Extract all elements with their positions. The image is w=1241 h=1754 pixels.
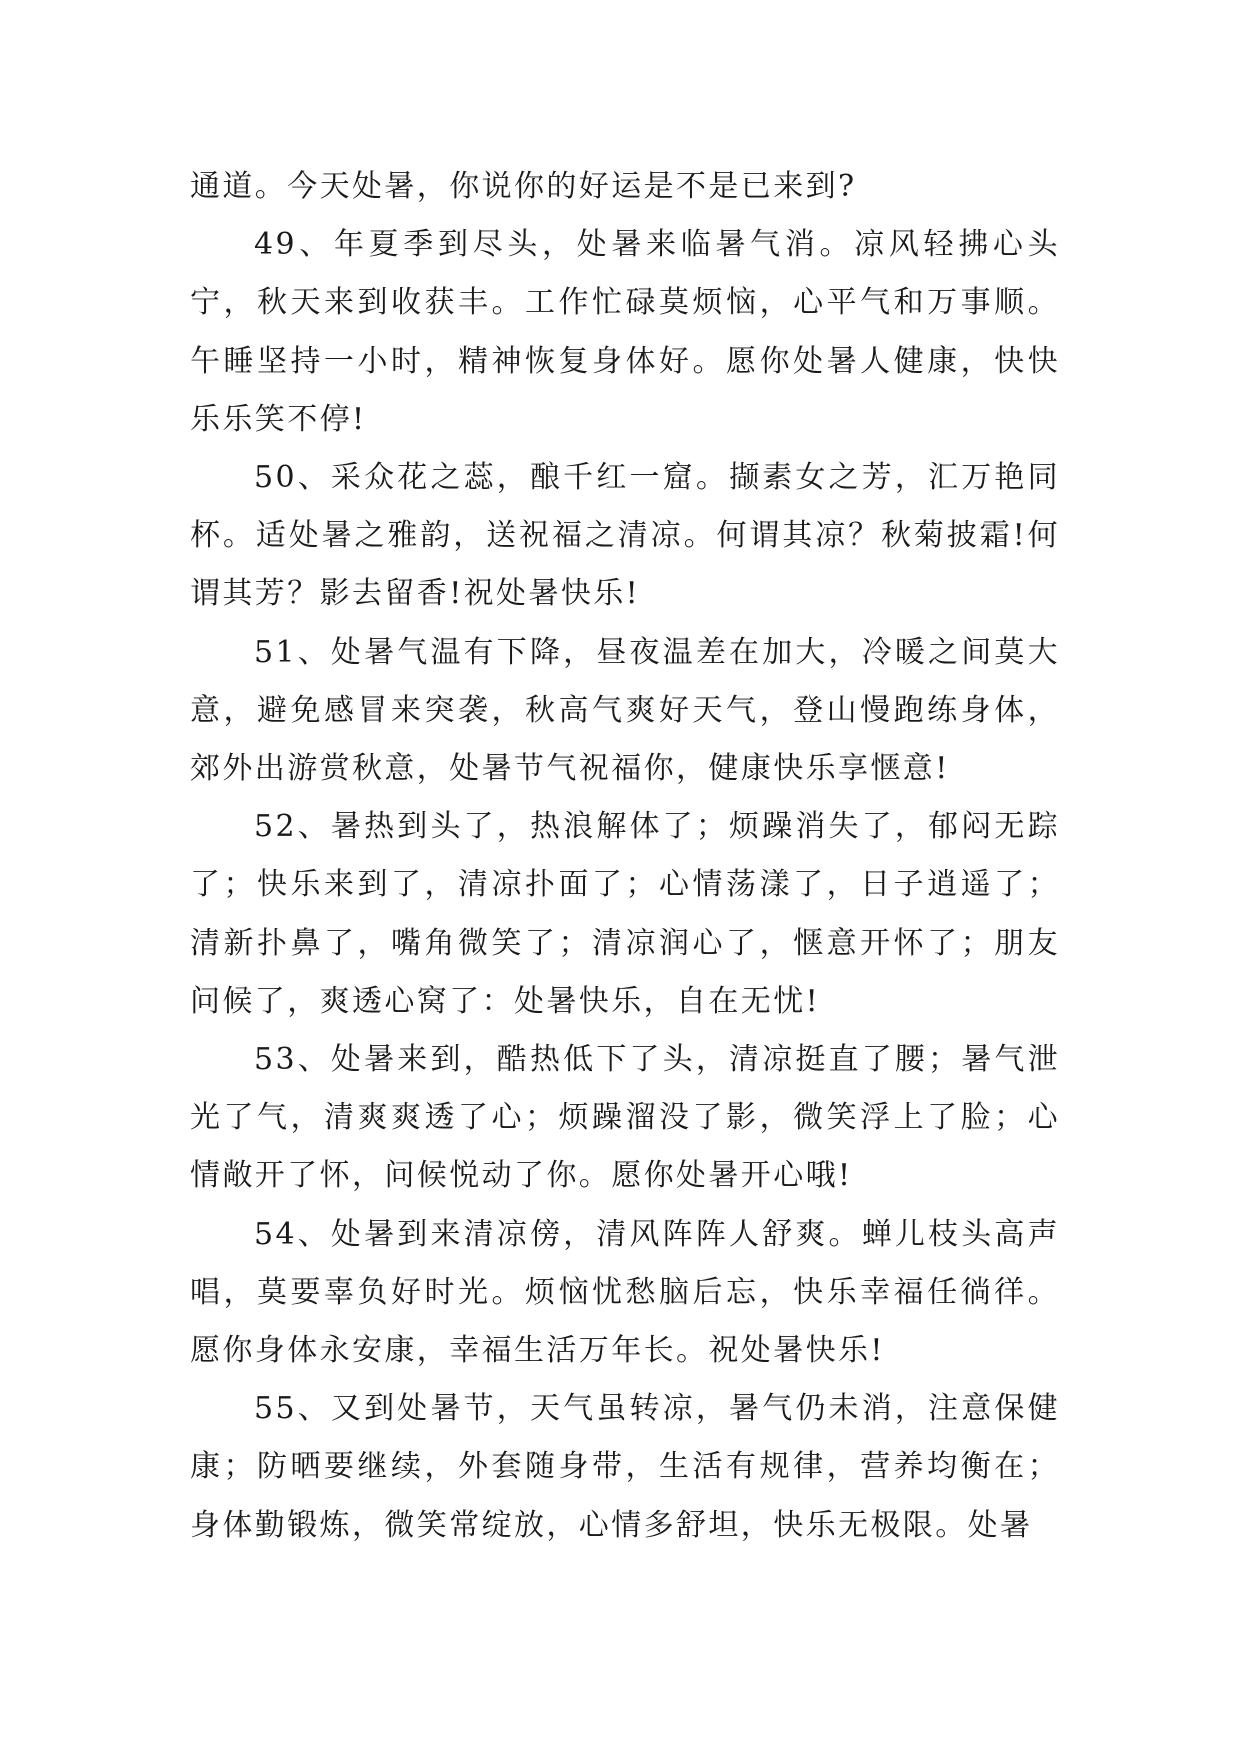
- body-text: [190, 158, 1060, 1555]
- paragraph-continuation: 通道。今天处暑，你说你的好运是不是已来到?: [190, 169, 857, 204]
- paragraph-55: 55、又到处暑节，天气虽转凉，暑气仍未消，注意保健康；防晒要继续，外套随身带，生活有规律，营养均衡在；身体勤锻炼，微笑常绽放，心情多舒坦，快乐无极限。处暑: [190, 1391, 1060, 1543]
- paragraph-51: 51、处暑气温有下降，昼夜温差在加大，冷暖之间莫大意，避免感冒来突袭，秋高气爽好天气，登山慢跑练身体，郊外出游赏秋意，处暑节气祝福你，健康快乐享惬意!: [190, 634, 1060, 787]
- paragraph-53: 53、处暑来到，酷热低下了头，清凉挺直了腰；暑气泄光了气，清爽爽透了心；烦躁溜没了影，微笑浮上了脸；心情敞开了怀，问候悦动了你。愿你处暑开心哦!: [190, 1042, 1060, 1194]
- paragraph-52: 52、暑热到头了，热浪解体了；烦躁消失了，郁闷无踪了；快乐来到了，清凉扑面了；心情荡漾了，日子逍遥了；清新扑鼻了，嘴角微笑了；清凉润心了，惬意开怀了；朋友问候了，爽透心窝了：处暑快乐，自在无忧!: [190, 809, 1060, 1019]
- paragraph-50: 50、采众花之蕊，酿千红一窟。撷素女之芳，汇万艳同杯。适处暑之雅韵，送祝福之清凉。何谓其凉？秋菊披霜!何谓其芳？影去留香!祝处暑快乐!: [190, 460, 1060, 612]
- paragraph-54: 54、处暑到来清凉傍，清风阵阵人舒爽。蝉儿枝头高声唱，莫要辜负好时光。烦恼忧愁脑后忘，快乐幸福任徜徉。愿你身体永安康，幸福生活万年长。祝处暑快乐!: [190, 1216, 1060, 1369]
- paragraph-49: 49、年夏季到尽头，处暑来临暑气消。凉风轻拂心头宁，秋天来到收获丰。工作忙碌莫烦恼，心平气和万事顺。午睡坚持一小时，精神恢复身体好。愿你处暑人健康，快快乐乐笑不停!: [190, 227, 1060, 437]
